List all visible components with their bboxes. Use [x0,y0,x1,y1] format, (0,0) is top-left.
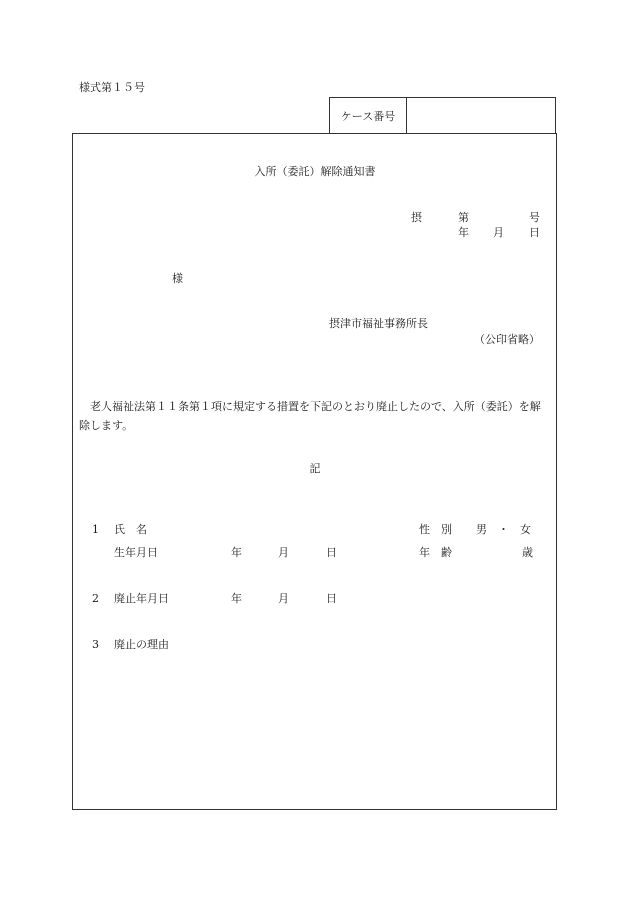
case-number-label: ケース番号 [330,98,407,133]
item1-age-unit: 歳 [522,546,533,559]
doc-number-go: 号 [529,211,540,224]
body-text-content: 老人福祉法第１１条第１項に規定する措置を下記のとおり廃止したので、入所（委託）を解除します。 [79,400,541,432]
item1-birth-month: 月 [278,546,289,559]
item1-sex-options: 男 ・ 女 [476,523,531,536]
date-day: 日 [529,226,540,239]
doc-number-dai: 第 [458,211,469,224]
item3-label: 廃止の理由 [114,638,169,651]
addressee-suffix: 様 [172,272,183,285]
form-number: 様式第１５号 [79,81,145,94]
case-number-box [329,97,556,133]
item2-number: 2 [92,592,99,605]
item1-birth-label: 生年月日 [114,546,158,559]
notes-heading: 記 [309,462,321,475]
item2-label: 廃止年月日 [114,592,169,605]
case-number-value [407,98,555,133]
item2-month: 月 [278,592,289,605]
date-year: 年 [458,226,469,239]
doc-number-prefix: 摂 [411,211,422,224]
item2-day: 日 [326,592,337,605]
item1-sex-label: 性 別 [419,523,452,536]
item3-number: 3 [92,638,99,651]
item1-birth-day: 日 [326,546,337,559]
item1-birth-year: 年 [231,546,242,559]
sender-name: 摂津市福祉事務所長 [329,317,428,330]
item1-number: 1 [92,523,99,536]
item2-year: 年 [231,592,242,605]
body-text [79,397,549,435]
seal-omitted-note: （公印省略） [474,333,540,346]
item1-name-label: 氏 名 [114,523,147,536]
date-month: 月 [493,226,504,239]
document-title: 入所（委託）解除通知書 [254,165,376,178]
item1-age-label: 年 齢 [419,546,452,559]
